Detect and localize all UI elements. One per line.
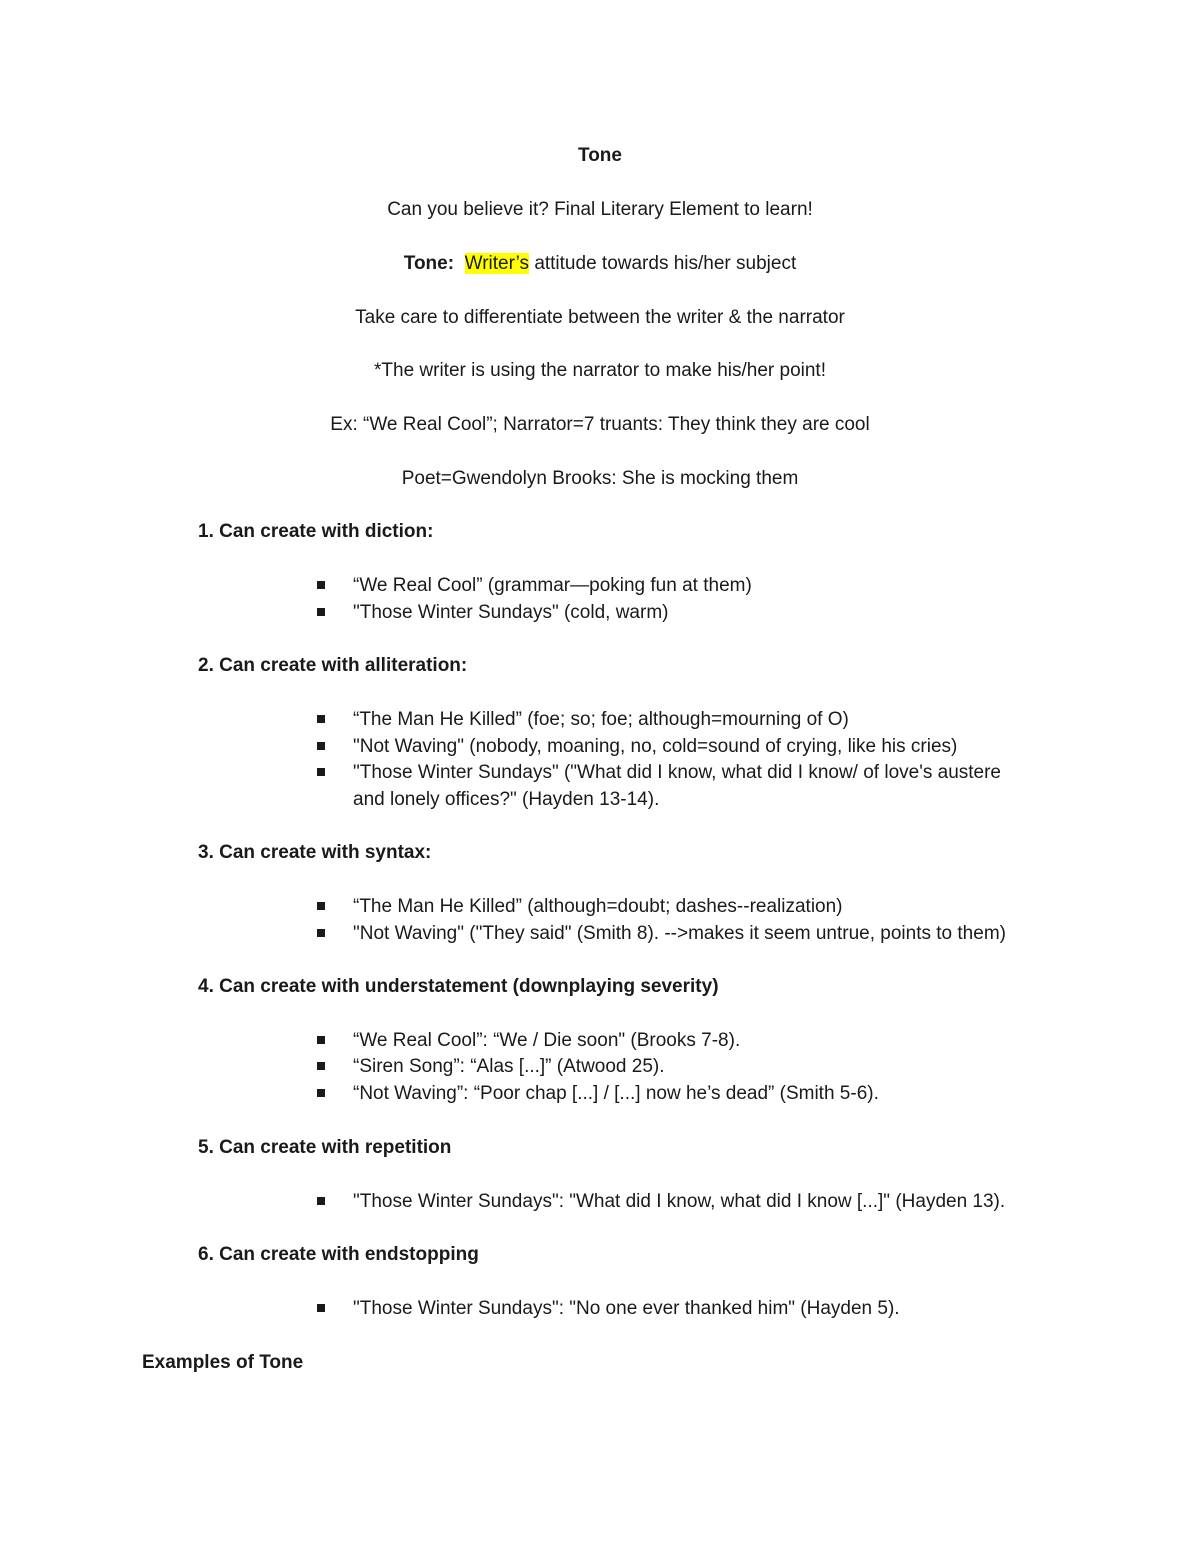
list-item: “Siren Song”: “Alas [...]” (Atwood 25). xyxy=(353,1056,665,1077)
section-heading: 3. Can create with syntax: xyxy=(198,842,432,863)
list-item: “The Man He Killed” (foe; so; foe; although=mourning of O) xyxy=(353,709,849,730)
bullet-icon xyxy=(317,1089,325,1097)
bullet-icon xyxy=(317,581,325,589)
list-item: "Those Winter Sundays" ("What did I know, what did I know/ of love's austere xyxy=(353,762,1001,783)
bullet-icon xyxy=(317,929,325,937)
section-heading: 4. Can create with understatement (downplaying severity) xyxy=(198,976,719,997)
intro-line: Take care to differentiate between the writer & the narrator xyxy=(355,307,845,328)
bullet-icon xyxy=(317,768,325,776)
intro-line: Ex: “We Real Cool”; Narrator=7 truants: They think they are cool xyxy=(330,414,870,435)
section-heading: 5. Can create with repetition xyxy=(198,1137,452,1158)
definition-label: Tone: xyxy=(403,253,455,274)
bullet-icon xyxy=(317,1197,325,1205)
list-item: “Not Waving”: “Poor chap [...] / [...] now he’s dead” (Smith 5-6). xyxy=(353,1083,879,1104)
definition-highlight: Writer’s xyxy=(464,253,530,274)
page-title: Tone xyxy=(578,145,622,166)
section-heading: 6. Can create with endstopping xyxy=(198,1244,479,1265)
list-item: "Those Winter Sundays": "What did I know, what did I know [...]" (Hayden 13). xyxy=(353,1191,1006,1212)
bullet-icon xyxy=(317,715,325,723)
list-item-continuation: and lonely offices?" (Hayden 13-14). xyxy=(353,789,660,810)
bullet-icon xyxy=(317,608,325,616)
intro-line: Poet=Gwendolyn Brooks: She is mocking them xyxy=(401,468,799,489)
list-item: “The Man He Killed” (although=doubt; dashes--realization) xyxy=(353,896,843,917)
list-item: “We Real Cool” (grammar—poking fun at them) xyxy=(353,575,752,596)
section-heading: 2. Can create with alliteration: xyxy=(198,655,468,676)
list-item: "Those Winter Sundays" (cold, warm) xyxy=(353,602,669,623)
section-heading: 1. Can create with diction: xyxy=(198,521,434,542)
list-item: "Not Waving" ("They said" (Smith 8). -->makes it seem untrue, points to them) xyxy=(353,923,1006,944)
definition-line xyxy=(0,252,1200,276)
definition-rest: attitude towards his/her subject xyxy=(534,253,797,274)
list-item: "Those Winter Sundays": "No one ever thanked him" (Hayden 5). xyxy=(353,1298,900,1319)
bullet-icon xyxy=(317,902,325,910)
bullet-icon xyxy=(317,1036,325,1044)
intro-line: *The writer is using the narrator to make his/her point! xyxy=(374,360,826,381)
bullet-icon xyxy=(317,1304,325,1312)
list-item: "Not Waving" (nobody, moaning, no, cold=sound of crying, like his cries) xyxy=(353,736,958,757)
bullet-icon xyxy=(317,1062,325,1070)
bullet-icon xyxy=(317,742,325,750)
list-item: “We Real Cool”: “We / Die soon" (Brooks 7-8). xyxy=(353,1030,741,1051)
examples-heading: Examples of Tone xyxy=(142,1352,304,1373)
intro-line: Can you believe it? Final Literary Element to learn! xyxy=(387,199,813,220)
